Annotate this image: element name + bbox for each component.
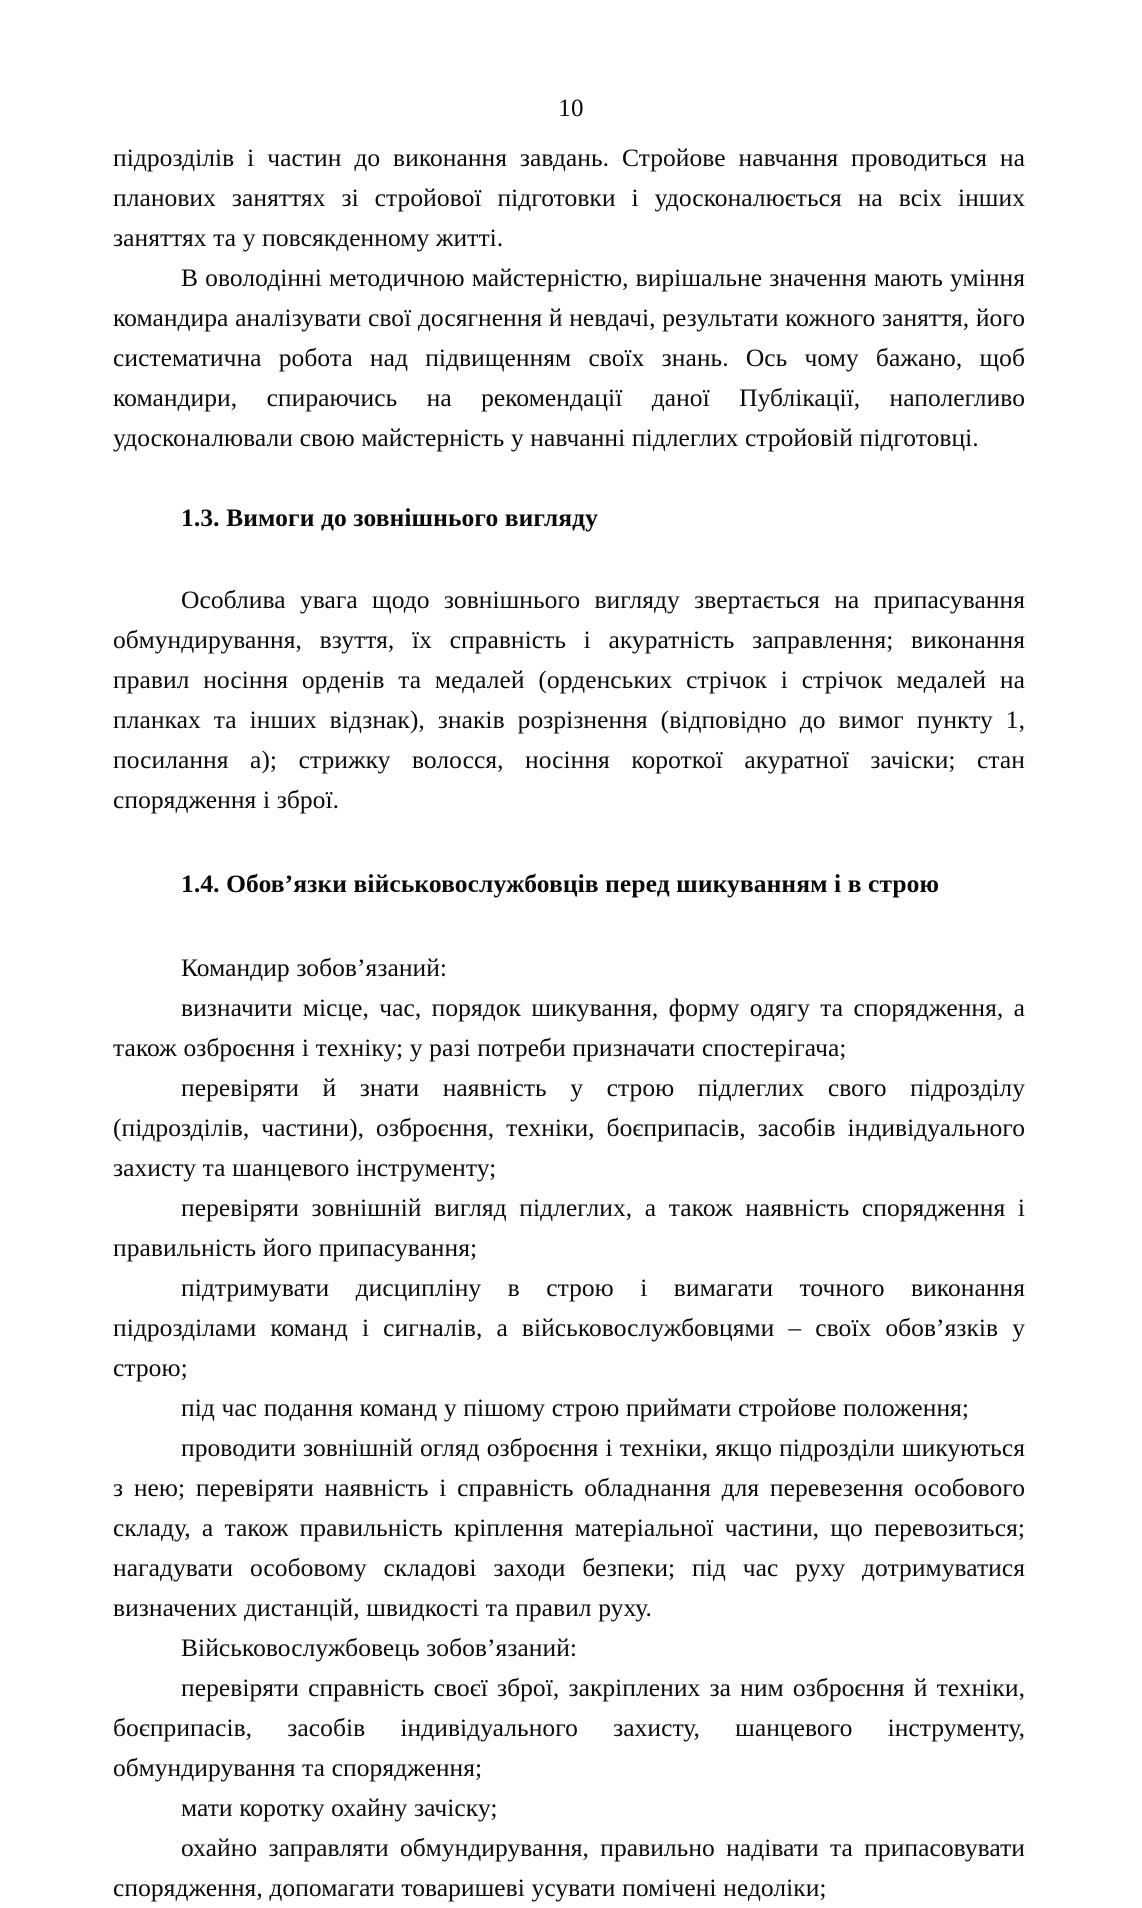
- body-paragraph: підтримувати дисципліну в строю і вимагати точного виконання підрозділами команд і сигналів, а військовослужбовцями – своїх обов’язків у строю;: [113, 1273, 1025, 1382]
- body-paragraph: Особлива увага щодо зовнішнього вигляду звертається на припасування обмундирування, взуття, їх справність і акуратність заправлення; виконання правил носіння орденів та медалей (орденських стрічок і стрічок медалей на планках та інших відзнак), знаків розрізнення (відповідно до вимог пункту 1, посилання а); стрижку волосся, носіння короткої акуратної зачіски; стан спорядження і зброї.: [113, 585, 1025, 814]
- body-paragraph: мати коротку охайну зачіску;: [181, 1793, 498, 1822]
- section-heading-1-3: 1.3. Вимоги до зовнішнього вигляду: [181, 503, 598, 532]
- body-paragraph: підрозділів і частин до виконання завдань. Стройове навчання проводиться на планових заняттях зі стройової підготовки і удосконалюється на всіх інших заняттях та у повсякденному житті.: [113, 143, 1025, 252]
- body-paragraph: під час подання команд у пішому строю приймати стройове положення;: [181, 1393, 970, 1422]
- body-paragraph: визначити місце, час, порядок шикування, форму одягу та спорядження, а також озброєння і техніку; у разі потреби призначати спостерігача;: [113, 993, 1025, 1062]
- spacer: [113, 458, 1025, 498]
- body-paragraph: перевіряти й знати наявність у строю підлеглих свого підрозділу (підрозділів, частини), озброєння, техніки, боєприпасів, засобів індивідуального захисту та шанцевого інструменту;: [113, 1073, 1025, 1182]
- spacer: [113, 904, 1025, 948]
- body-paragraph: охайно заправляти обмундирування, правильно надівати та припасовувати спорядження, допомагати товаришеві усувати помічені недоліки;: [113, 1833, 1025, 1902]
- body-paragraph: перевіряти зовнішній вигляд підлеглих, а також наявність спорядження і правильність його припасування;: [113, 1193, 1025, 1262]
- spacer: [113, 820, 1025, 864]
- page-number: 10: [558, 95, 584, 122]
- section-heading-1-4: 1.4. Обов’язки військовослужбовців перед шикуванням і в строю: [181, 869, 940, 898]
- body-paragraph: Військовослужбовець зобов’язаний:: [181, 1633, 578, 1662]
- body-paragraph: Командир зобов’язаний:: [181, 953, 448, 982]
- body-paragraph: В оволодінні методичною майстерністю, вирішальне значення мають уміння командира аналізувати свої досягнення й невдачі, результати кожного заняття, його систематична робота над підвищенням своїх знань. Ось чому бажано, щоб командири, спираючись на рекомендації даної Публікації, наполегливо удосконалювали свою майстерність у навчанні підлеглих стройовій підготовці.: [113, 263, 1025, 452]
- body-paragraph: проводити зовнішній огляд озброєння і техніки, якщо підрозділи шикуються з нею; перевіряти наявність і справність обладнання для перевезення особового складу, а також правильність кріплення матеріальної частини, що перевозиться; нагадувати особовому складові заходи безпеки; під час руху дотримуватися визначених дистанцій, швидкості та правил руху.: [113, 1433, 1025, 1622]
- page-body: [113, 138, 1025, 1908]
- spacer: [113, 538, 1025, 580]
- body-paragraph: перевіряти справність своєї зброї, закріплених за ним озброєння й техніки, боєприпасів, засобів індивідуального захисту, шанцевого інструменту, обмундирування та спорядження;: [113, 1673, 1025, 1782]
